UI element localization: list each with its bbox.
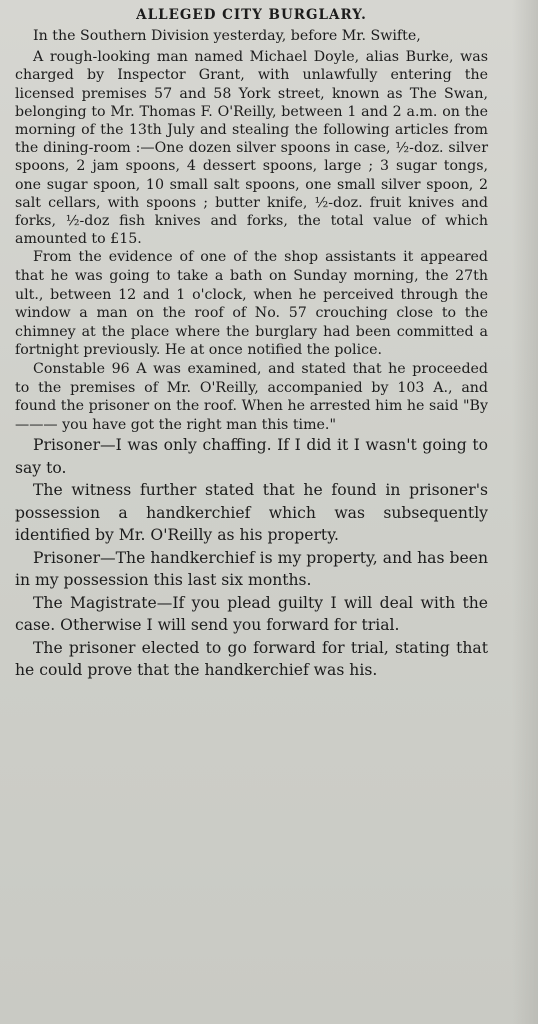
article-paragraph-charge: A rough-looking man named Michael Doyle, alias Burke, was charged by Inspector Grant, with unlawfully entering the licensed premises 57 and 58 York street, known as The Swan, belonging to Mr. Thomas F. O'Reilly, between 1 and 2 a.m. on the morning of the 13th July and stealing the following articles from the dining-room :—One dozen silver spoons in case, ½-doz. silver spoons, 2 jam spoons, 4 dessert spoons, large ; 3 sugar tongs, one sugar spoon, 10 small salt spoons, one small silver spoon, 2 salt cellars, with spoons ; butter knife, ½-doz. fruit knives and forks, ½-doz fish knives and forks, the total value of which amounted to £15.	[15, 49, 488, 248]
article-paragraph-prisoner-handkerchief: Prisoner—The handkerchief is my property, and has been in my possession this last six months.	[15, 548, 488, 590]
article-headline: ALLEGED CITY BURGLARY.	[136, 7, 367, 23]
article-paragraph-witness: The witness further stated that he found in prisoner's possession a handkerchief which was subsequently identified by Mr. O'Reilly as his property.	[15, 481, 488, 545]
article-paragraph-elected: The prisoner elected to go forward for trial, stating that he could prove that the handkerchief was his.	[15, 638, 488, 680]
article-paragraph-magistrate: The Magistrate—If you plead guilty I will deal with the case. Otherwise I will send you forward for trial.	[15, 593, 488, 635]
article-paragraph-intro: In the Southern Division yesterday, before Mr. Swifte,	[33, 28, 421, 44]
article-paragraph-evidence: From the evidence of one of the shop assistants it appeared that he was going to take a bath on Sunday morning, the 27th ult., between 12 and 1 o'clock, when he perceived through the window a man on the roof of No. 57 crouching close to the chimney at the place where the burglary had been committed a fortnight previously. He at once notified the police.	[15, 249, 488, 359]
article-paragraph-constable: Constable 96 A was examined, and stated that he proceeded to the premises of Mr. O'Reilly, accompanied by 103 A., and found the prisoner on the roof. When he arrested him he said "By ——— you have got the right man this time."	[15, 361, 488, 433]
article-paragraph-prisoner-chaffing: Prisoner—I was only chaffing. If I did it I wasn't going to say to.	[15, 436, 488, 477]
paper-edge-shadow	[512, 0, 538, 1024]
